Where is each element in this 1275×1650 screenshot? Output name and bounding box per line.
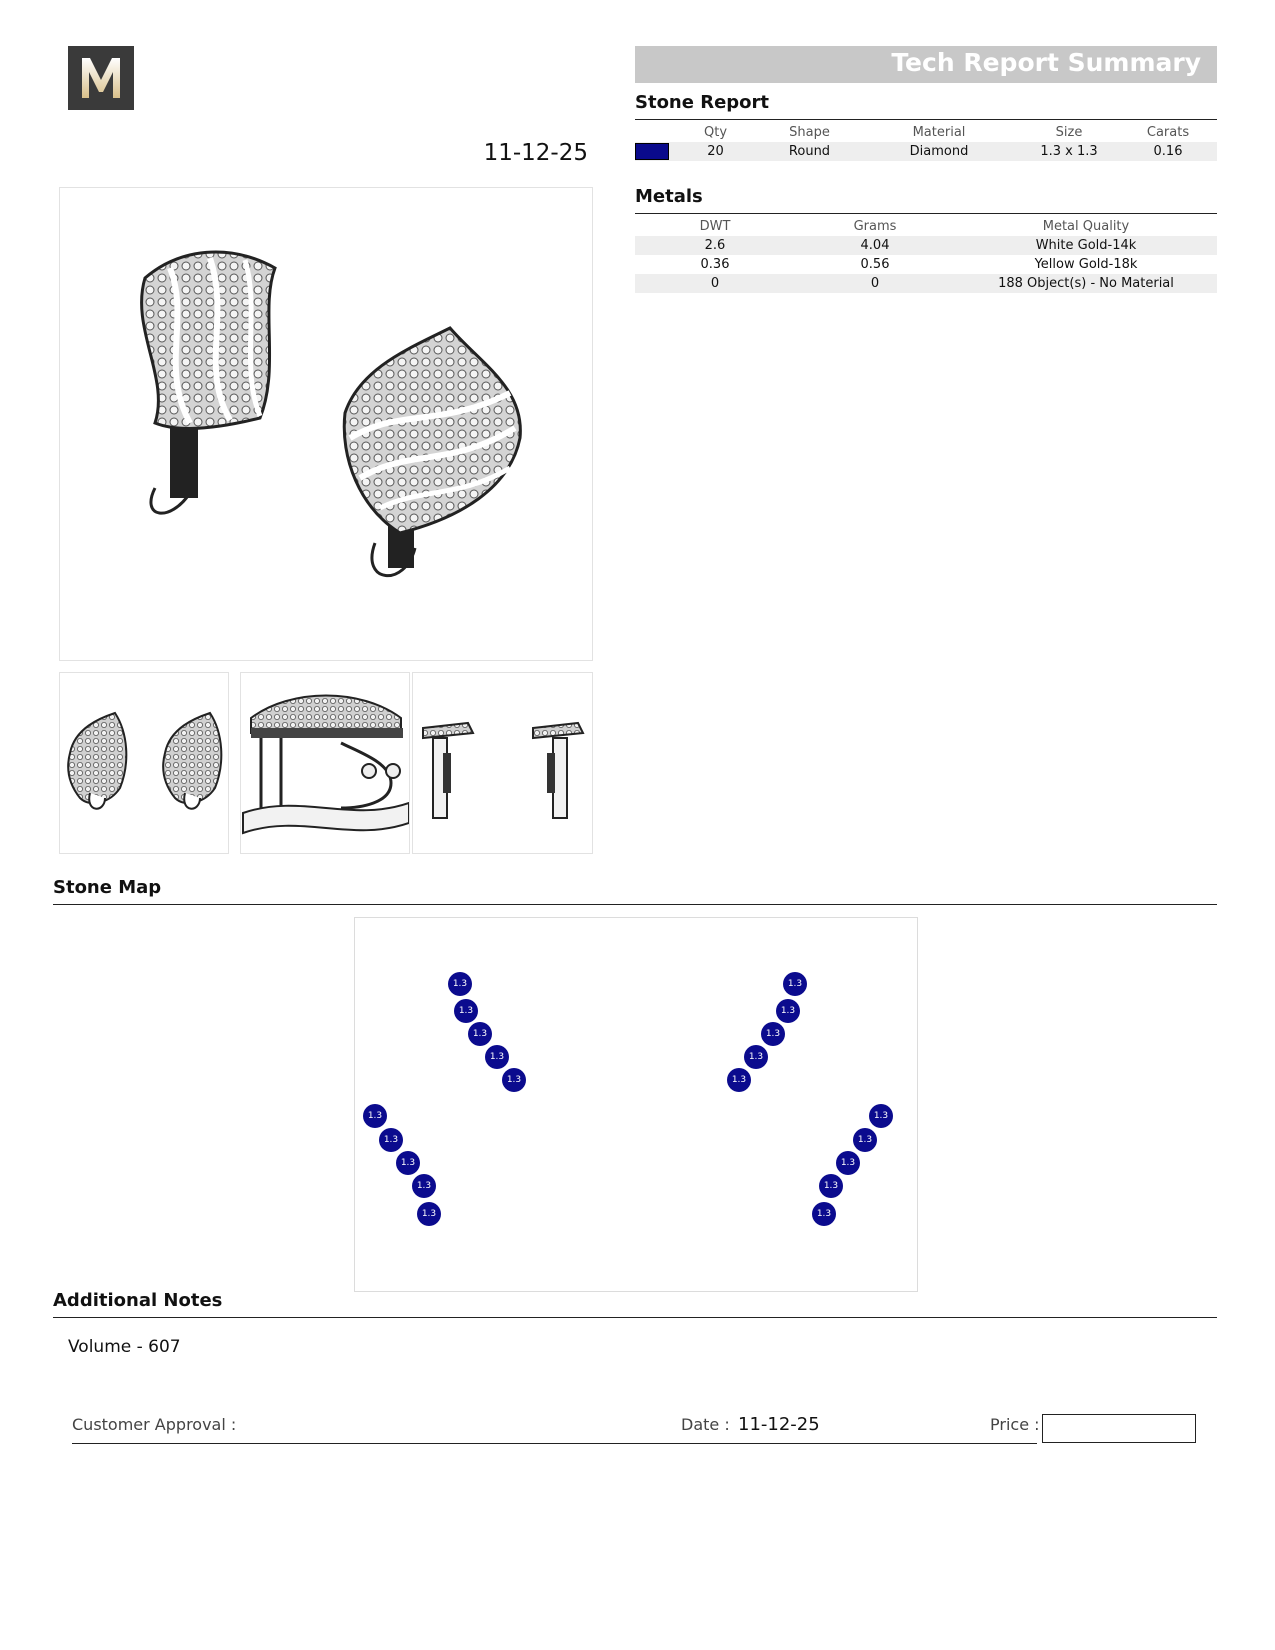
document-date: 11-12-25 xyxy=(483,140,588,166)
metal-quality: 188 Object(s) - No Material xyxy=(955,274,1217,293)
table-row xyxy=(635,142,1217,161)
price-label: Price : xyxy=(990,1415,1040,1434)
thumbnail-front-image xyxy=(60,673,228,853)
company-logo xyxy=(68,46,134,110)
metal-grams: 4.04 xyxy=(795,236,955,255)
table-row xyxy=(635,274,1217,293)
col-metal-quality: Metal Quality xyxy=(1042,218,1130,234)
col-grams: Grams xyxy=(853,218,897,234)
stone-map-canvas xyxy=(354,917,918,1292)
stone-marker: 1.3 xyxy=(412,1174,436,1198)
stone-marker: 1.3 xyxy=(727,1068,751,1092)
stone-report-table xyxy=(635,122,1217,161)
stone-marker: 1.3 xyxy=(417,1202,441,1226)
stone-marker: 1.3 xyxy=(812,1202,836,1226)
stone-carats: 0.16 xyxy=(1119,142,1217,161)
col-shape: Shape xyxy=(789,124,830,140)
price-input[interactable] xyxy=(1042,1414,1196,1443)
signature-line[interactable] xyxy=(72,1443,1037,1444)
approval-date-label: Date : xyxy=(681,1415,730,1434)
stone-marker: 1.3 xyxy=(379,1128,403,1152)
stone-map-rule xyxy=(53,904,1217,905)
stone-marker: 1.3 xyxy=(448,972,472,996)
stone-report-title: Stone Report xyxy=(635,92,770,113)
thumbnail-profile-view[interactable] xyxy=(412,672,593,854)
col-color xyxy=(635,122,671,142)
stone-map-title: Stone Map xyxy=(53,877,162,898)
report-banner xyxy=(635,46,1217,83)
notes-rule xyxy=(53,1317,1217,1318)
stone-marker: 1.3 xyxy=(454,999,478,1023)
stone-marker: 1.3 xyxy=(853,1128,877,1152)
stone-marker: 1.3 xyxy=(761,1022,785,1046)
metal-quality: White Gold-14k xyxy=(955,236,1217,255)
col-dwt: DWT xyxy=(699,218,731,234)
earrings-render-image xyxy=(60,188,592,660)
stone-marker: 1.3 xyxy=(502,1068,526,1092)
metal-grams: 0 xyxy=(795,274,955,293)
col-carats: Carats xyxy=(1146,124,1190,140)
report-title: Tech Report Summary xyxy=(891,48,1201,77)
notes-text: Volume - 607 xyxy=(68,1337,181,1357)
stone-marker: 1.3 xyxy=(836,1151,860,1175)
metals-rule xyxy=(635,213,1217,214)
main-product-render xyxy=(59,187,593,661)
stone-shape: Round xyxy=(760,142,859,161)
metal-grams: 0.56 xyxy=(860,257,890,272)
stone-color-swatch xyxy=(635,143,669,160)
col-material: Material xyxy=(912,124,966,140)
metal-dwt: 0.36 xyxy=(700,257,730,272)
col-size: Size xyxy=(1055,124,1083,140)
metals-title: Metals xyxy=(635,186,703,207)
stone-marker: 1.3 xyxy=(869,1104,893,1128)
metals-header-row xyxy=(635,216,1217,236)
stone-size: 1.3 x 1.3 xyxy=(1019,142,1119,161)
stone-material: Diamond xyxy=(859,142,1019,161)
stone-marker: 1.3 xyxy=(783,972,807,996)
thumbnail-front-view[interactable] xyxy=(59,672,229,854)
thumbnail-profile-image xyxy=(413,673,592,853)
stone-marker: 1.3 xyxy=(396,1151,420,1175)
metal-quality: Yellow Gold-18k xyxy=(1034,257,1138,272)
stone-qty: 20 xyxy=(671,142,760,161)
col-qty: Qty xyxy=(703,124,728,140)
metal-dwt: 2.6 xyxy=(635,236,795,255)
stone-marker: 1.3 xyxy=(363,1104,387,1128)
metal-dwt: 0 xyxy=(635,274,795,293)
stone-marker: 1.3 xyxy=(776,999,800,1023)
notes-title: Additional Notes xyxy=(53,1290,223,1311)
thumbnail-side-view[interactable] xyxy=(240,672,410,854)
logo-mark xyxy=(68,46,134,110)
stone-marker: 1.3 xyxy=(485,1045,509,1069)
stone-report-header-row xyxy=(635,122,1217,142)
approval-date-value: 11-12-25 xyxy=(738,1414,820,1435)
stone-report-rule xyxy=(635,119,1217,120)
table-row xyxy=(635,255,1217,274)
stone-marker: 1.3 xyxy=(744,1045,768,1069)
metals-table xyxy=(635,216,1217,293)
thumbnail-side-image xyxy=(241,673,409,853)
table-row xyxy=(635,236,1217,255)
stone-marker: 1.3 xyxy=(819,1174,843,1198)
customer-approval-label: Customer Approval : xyxy=(72,1415,237,1434)
stone-marker: 1.3 xyxy=(468,1022,492,1046)
